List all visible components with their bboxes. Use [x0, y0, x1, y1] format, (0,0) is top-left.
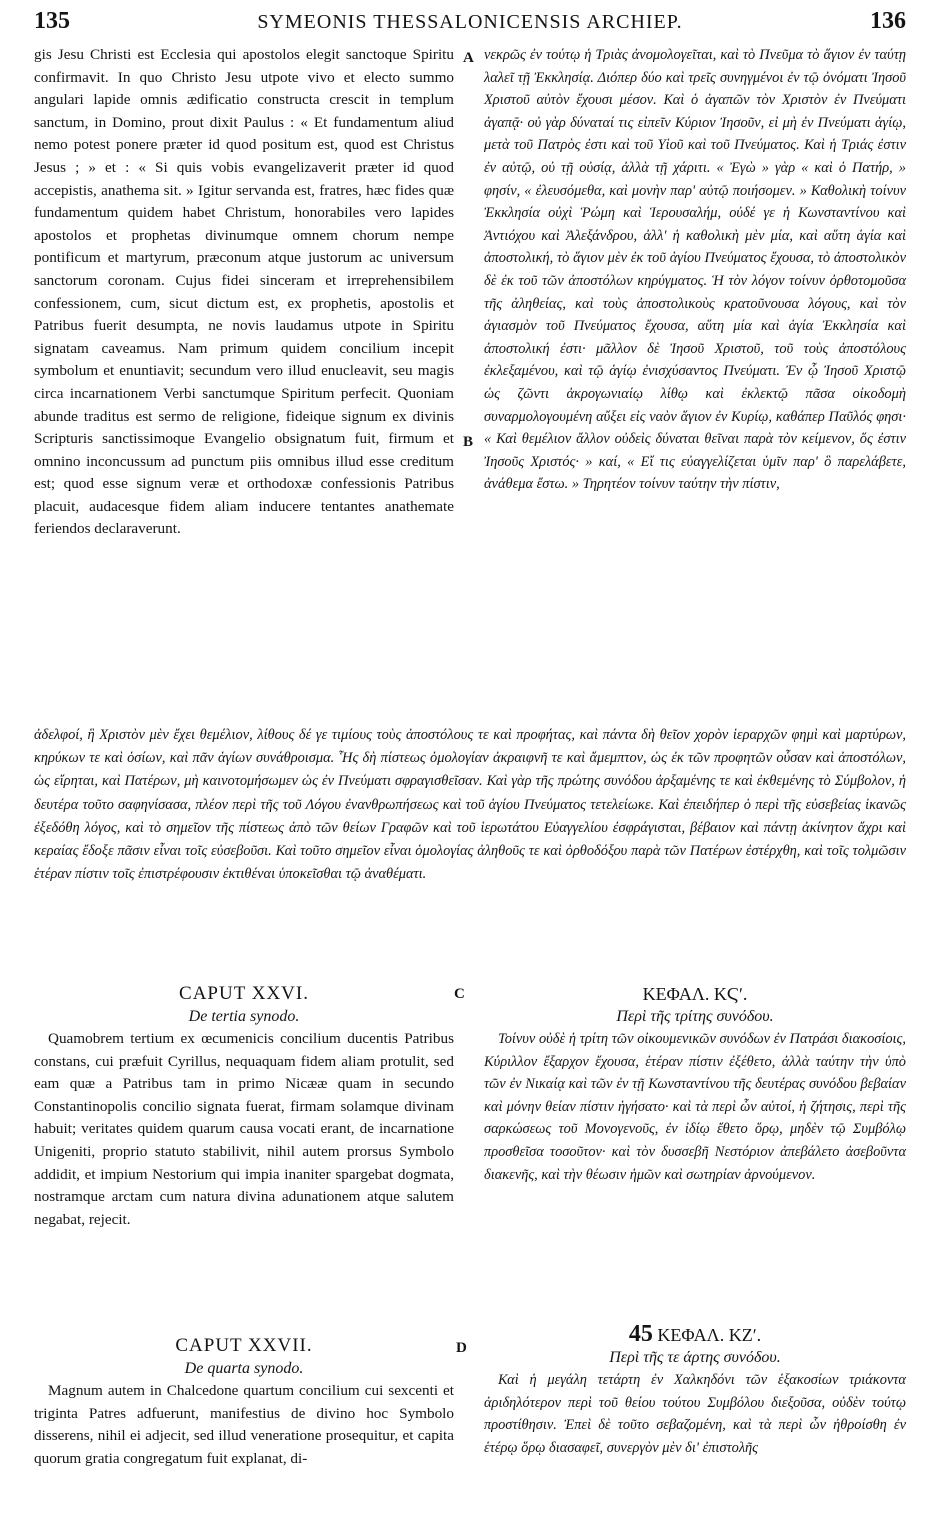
- chapter-heading: ΚΕΦΑΛ. ΚΖʹ.: [657, 1325, 762, 1345]
- chapter-subtitle: De quarta synodo.: [184, 1360, 304, 1377]
- page-number-right: 136: [870, 8, 906, 34]
- running-title: SYMEONIS THESSALONICENSIS ARCHIEP.: [257, 11, 683, 33]
- greek-full-width-block: [34, 724, 906, 980]
- greek-chapter-27: [484, 1320, 906, 1528]
- chapter-subtitle: De tertia synodo.: [188, 1008, 300, 1025]
- greek-full-paragraph: ἀδελφοί, ἣ Χριστὸν μὲν ἔχει θεμέλιον, λίθους δέ γε τιμίους τοὺς ἀποστόλους τε καὶ προφήτας, καὶ πάντα δὴ θεῖον χορὸν ἱεραρχῶν φημὶ καὶ μαρτύρων, κηρύκων τε καὶ ὁσίων, καὶ πᾶν ἁγίων συνάθροισμα. Ἧς δὴ πίστεως ὁμολογίαν ἀκραιφνῆ τε καὶ ἄμεμπτον, ὡς ἐκ τῶν προφητῶν οὖσαν καὶ ἀποστόλων, ὡς εἴρηται, καὶ Πατέρων, μὴ καινοτομήσωμεν ὡς ἐν Πνεύματι σφραγισθεῖσαν. Καὶ γὰρ τῆς πρώτης συνόδου ἀρξαμένης τε καὶ ἐκθεμένης τὸ Σύμβολον, ἡ δευτέρα τοῦτο σαφηνίσασα, πλέον περὶ τῆς τοῦ Λόγου ἐνανθρωπήσεως καὶ τοῦ ἁγίου Πνεύματος τετελείωκε. Καὶ ἐπειδήπερ ὁ περὶ τῆς εὐσεβείας ἱκανῶς ἐξεδόθη λόγος, καὶ τὸ σημεῖον τῆς πίστεως ἀπὸ τῶν θείων Γραφῶν καὶ τοῦ ἱερωτάτου Εὐαγγελίου ἐσφράγισται, βέβαιον καὶ πάντῃ ἀκίνητον ἄχρι καὶ κεραίας ἔδοξε πᾶσιν εἶναι τοῖς εὐσεβοῦσι. Καὶ τοῦτο σημεῖον εἶναι ὁμολογίας ἀληθοῦς τε καὶ ὀρθοδόξου παρὰ τῶν Πατέρων ἐστέρχθη, καὶ τοῖς τολμῶσιν ἑτέραν πίστιν τοῖς ἐπιστρέφουσιν ἐκτιθέναι ὑποκεῖσθαι τῷ ἀναθέματι.: [34, 727, 906, 883]
- column-number: 45: [628, 1321, 653, 1347]
- chapter-subtitle: Περὶ τῆς τε άρτης συνόδου.: [609, 1349, 781, 1366]
- greek-column-top: [484, 44, 906, 724]
- greek-chapter-26: [484, 980, 906, 1280]
- chapter-heading: CAPUT XXVI.: [179, 983, 309, 1004]
- chapter-heading: CAPUT XXVII.: [175, 1335, 313, 1356]
- latin-paragraph: gis Jesu Christi est Ecclesia qui apostolos elegit sanctoque Spiritu confirmavit. In quo Christo Jesu utpote vivo et electo summo angulari lapide omnis ædificatio constructa crescit in templum sanctum, in Domino, prout dixit Paulus : « Et fundamentum aliud nemo potest ponere præter id quod positum est, quod est Christus Jesus ; » et : « Si quis vobis evangelizaverit præter id quod accepistis, anathema sit. » Igitur servanda est, fratres, hæc fides quæ fundamentum quidem habet Christum, honorabiles vero lapides apostolos et prophetas divinumque omnem chorum nempe pontificum et martyrum, præconum atque justorum ac universum sanctorum coronam. Cujus fidei sinceram et irreprehensibilem confessionem, cum, sicut dictum est, ex prophetis, apostolis et Patribus fuerit desumpta, ne novis laudamus utpote in Spiritu signatam caveamus. Nam primum quidem concilium incepit symbolum et enuntiavit; secundum vero illud enucleavit, seu magis circa incarnationem Verbi sanctumque Spiritum perfecit. Quoniam abunde traditus est sermo de religione, fideique signum ex divinis Scripturis sanctissimoque Evangelio obsignatum fuit, firmum et omnino inconcussum ad punctum piis omnibus illud esse creditum est; quod esse signum veræ et orthodoxæ confessionis Patribus placuit, audacesque fidem aliam inducere tentantes anathemate feriendos declaraverunt.: [34, 46, 454, 538]
- chapter-heading-row: [484, 1322, 906, 1347]
- latin-chapter-27: [34, 1332, 454, 1528]
- chapter-text: Quamobrem tertium ex œcumenicis concilium ducentis Patribus constans, cui præfuit Cyrillus, nequaquam fidem aliam protulit, sed eam quæ a Patribus tam in primo Nicææ quam in secundo Constantinopolis concilio signata fuerat, firmam solamque divinam habuit; veritates quidem quarum causa vocati erant, de incarnatione Unigeniti, proprio statuto stabilivit, nihil autem prorsus Symbolo addidit, et impium Nestorium qui impia inaniter spargebat dogmata, nostramque arctam cum natura divina adunationem atque salutem negabat, rejecit.: [34, 1030, 454, 1228]
- margin-letter-a: A: [463, 50, 474, 66]
- running-header: [34, 8, 906, 44]
- chapter-heading: ΚΕΦΑΛ. ΚϚʹ.: [642, 984, 748, 1004]
- margin-letter-c: C: [454, 986, 465, 1002]
- page-number-left: 135: [34, 8, 70, 34]
- greek-paragraph: νεκρῶς ἐν τούτῳ ἡ Τριὰς ἀνομολογεῖται, καὶ τὸ Πνεῦμα τὸ ἅγιον ἐν ταύτῃ λαλεῖ τῇ Ἐκκλησίᾳ. Διόπερ δύο καὶ τρεῖς συνηγμένοι ἐν τῷ ὀνόματι Ἰησοῦ Χριστοῦ αὐτὸν ἔχουσι μέσον. Καὶ ὁ ἀγαπῶν τὸν Χριστὸν ἐν Πνεύματι ἀγαπᾷ· οὐ γὰρ δύναταί τις εἰπεῖν Κύριον Ἰησοῦν, εἰ μὴ ἐν Πνεύματι ἁγίῳ, μετὰ τοῦ Πατρὸς ἐστι καὶ τοῦ Υἱοῦ καὶ τοῦ Πνεύματος. Καὶ ἡ Τριάς ἐστιν ἐν αὐτῷ, οὐ τῇ οὐσίᾳ, ἀλλὰ τῇ χάριτι. « Ἐγὼ » γὰρ « καὶ ὁ Πατήρ, » φησίν, « ἐλευσόμεθα, καὶ μονὴν παρ' αὐτῷ ποιήσομεν. » Καθολικὴ τοίνυν Ἐκκλησία οὐχὶ Ῥώμη καὶ Ἱερουσαλήμ, οὐδέ γε ἡ Κωνσταντίνου καὶ Ἀντιόχου καὶ Ἀλεξάνδρου, ἀλλ' ἡ καθολικὴ μὲν μία, καὶ αὕτη ἁγία καὶ ἀποστολική, τὸ ἅγιον μὲν ἐκ τοῦ ἁγίου Πνεύματος ἔχουσα, τὸ ἀποστολικὸν δὲ ἐκ τοῦ τῶν ἀποστόλων κηρύγματος. Ἡ τὸν λόγον τοίνυν ὀρθοτομοῦσα τῆς ἀληθείας, καὶ τοὺς ἀποστολικοὺς κρατοῦνουσα λόγους, καὶ τὸν ἁγιασμὸν τοῦ Πνεύματος ἔχουσα, αὕτη μία καὶ ἁγία Ἐκκλησία καὶ ἀποστολική ἐστι· μᾶλλον δὲ Ἰησοῦ Χριστοῦ, τοῦ τοὺς ἀποστόλους ἐκλεξαμένου, καὶ τῷ ἁγίῳ ἐνισχύσαντος Πνεύματι. Ἐν ᾧ Ἰησοῦ Χριστῷ ὡς ζῶντι ἀκρογωνιαίῳ λίθῳ καὶ ἐκλεκτῷ πᾶσα οἰκοδομὴ συναρμολογουμένη αὔξει εἰς ναὸν ἅγιον ἐν Κυρίῳ, καθάπερ Παῦλός φησι· « Καὶ θεμέλιον ἄλλον οὐδεὶς δύναται θεῖναι παρὰ τὸν κείμενον, ὅς ἐστιν Ἰησοῦς Χριστός· » καί, « Εἴ τις εὐαγγελίζεται ὑμῖν παρ' ὃ παρελάβετε, ἀνάθεμα ἔστω. » Τηρητέον τοίνυν ταύτην τὴν πίστιν,: [484, 47, 906, 493]
- chapter-text: Καὶ ἡ μεγάλη τετάρτη ἐν Χαλκηδόνι τῶν ἑξακοσίων τριάκοντα ἀριδηλότερον περὶ τοῦ θείου τούτου Συμβόλου διεξοῦσα, οὐδὲν τούτῳ προστίθησιν. Ἐπεὶ δὲ τοῦτο σεβαζομένη, καὶ τὰ περὶ ὧν ἠθροίσθη ἐν ἑτέρῳ ὅρῳ διασαφεῖ, συνεργὸν μὲν δι' ἐπιστολῆς: [484, 1372, 906, 1456]
- chapter-subtitle: Περὶ τῆς τρίτης συνόδου.: [616, 1008, 774, 1025]
- latin-column-top: [34, 44, 454, 700]
- chapter-text: Τοίνυν οὐδὲ ἡ τρίτη τῶν οἰκουμενικῶν συνόδων ἐν Πατράσι διακοσίοις, Κύριλλον ἔξαρχον ἔχουσα, ἑτέραν πίστιν ἐξέθετο, ἀλλὰ ταύτην τὴν ὑπὸ τῶν ἐν Νικαίᾳ καὶ τῶν ἐν τῇ Κωνσταντίνου τῆς δευτέρας συνόδου βεβαίαν καὶ μόνην θείαν πίστιν ἡγήσατο· καὶ τὰ περὶ ὧν αὐτοί, ἡ ζήτησις, περὶ τῆς σαρκώσεως τοῦ Μονογενοῦς, ἐν ἰδίῳ ἔθετο ὅρῳ, μηδὲν τῷ Συμβόλῳ προσθεῖσα τοσοῦτον· καὶ τὸν δυσσεβῆ Νεστόριον ἀπεβάλετο ἀσεβοῦντα διακενῆς, καὶ τὴν θέωσιν ἡμῶν καὶ σωτηρίαν ἀρνούμενον.: [484, 1031, 906, 1183]
- margin-letter-d: D: [456, 1340, 467, 1356]
- chapter-text: Magnum autem in Chalcedone quartum concilium cui sexcenti et triginta Patres adfuerunt, manifestius de divino hoc Symbolo disserens, nihil ei adjecit, sed illud veneratione prosequitur, et capita quorum gratia congregatum fuit explanat, di-: [34, 1382, 454, 1467]
- margin-letter-b: B: [463, 434, 474, 450]
- latin-chapter-26: [34, 980, 454, 1332]
